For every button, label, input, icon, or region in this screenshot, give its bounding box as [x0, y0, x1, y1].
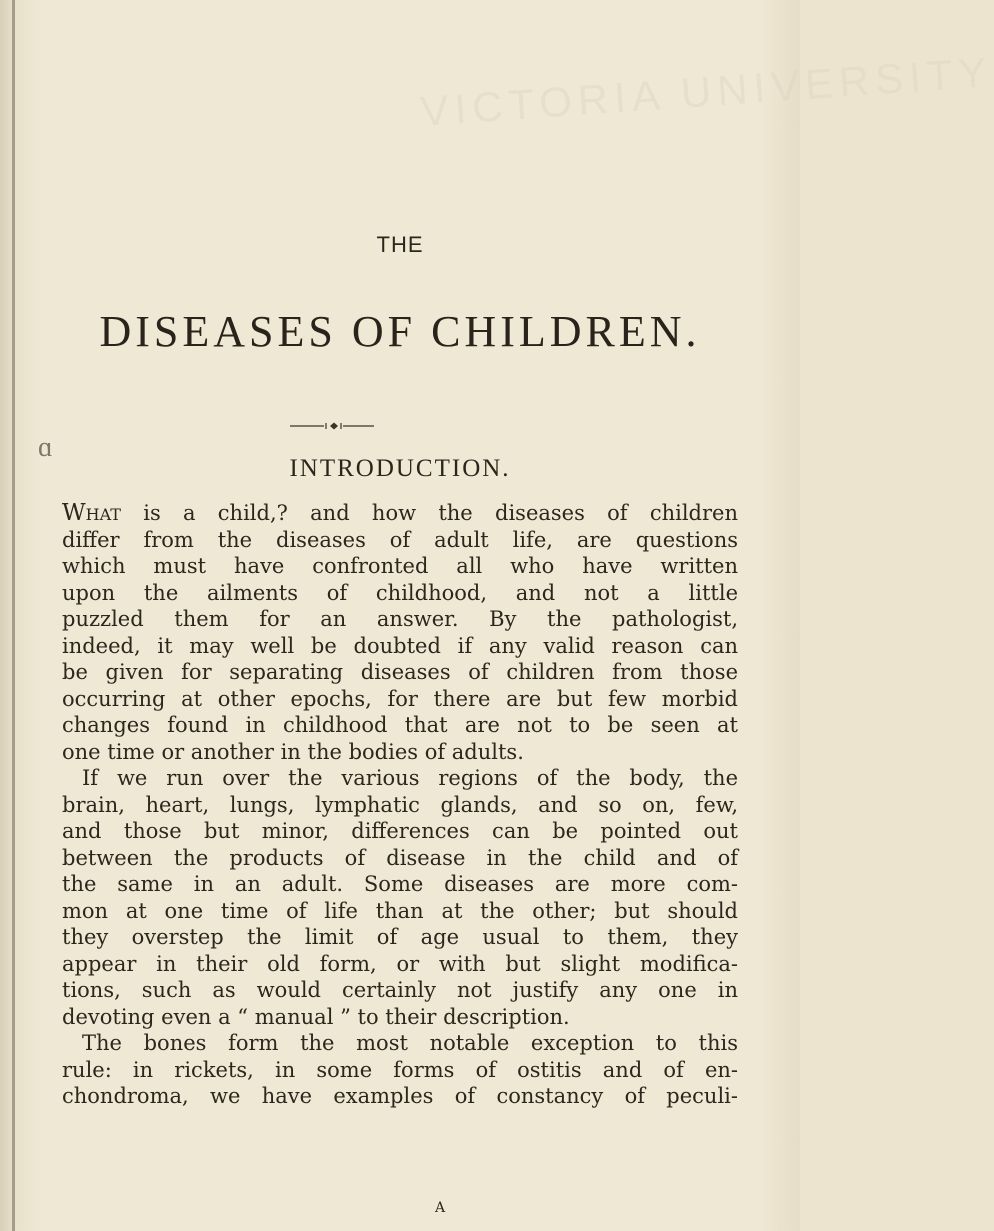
- text-line: one time or another in the bodies of adults.: [62, 739, 524, 764]
- text-line: tions, such as would certainly not justify any one in: [62, 978, 738, 1002]
- first-word-small-caps: What: [62, 500, 121, 526]
- title-prefix: THE: [376, 232, 424, 257]
- text-line: differ from the diseases of adult life, are questions: [62, 527, 738, 552]
- text-line: [62, 500, 738, 527]
- text-line: chondroma, we have examples of constancy of peculi-: [62, 1084, 738, 1108]
- text-line: mon at one time of life than at the other; but should: [62, 898, 738, 923]
- text-line: brain, heart, lungs, lymphatic glands, and so on, few,: [62, 792, 738, 817]
- library-stamp-watermark: VICTORIA UNIVERSITY: [419, 48, 994, 135]
- body-text: [62, 500, 738, 1110]
- text-line: The bones form the most notable exception to this: [82, 1031, 738, 1055]
- binding-edge: [12, 0, 15, 1231]
- text-line-rest: is a child,? and how the diseases of children: [143, 501, 738, 525]
- text-line: indeed, it may well be doubted if any valid reason can: [62, 633, 738, 658]
- margin-pencil-mark: ɑ: [38, 432, 53, 463]
- text-line: between the products of disease in the child and of: [62, 845, 738, 870]
- text-line: puzzled them for an answer. By the pathologist,: [62, 607, 738, 631]
- signature-mark: A: [435, 1200, 446, 1216]
- text-line: the same in an adult. Some diseases are more com-: [62, 872, 738, 896]
- text-line: changes found in childhood that are not to be seen at: [62, 713, 738, 737]
- text-line: If we run over the various regions of the body, the: [82, 766, 738, 790]
- text-line: and those but minor, differences can be pointed out: [62, 819, 738, 843]
- text-line: rule: in rickets, in some forms of ostitis and of en-: [62, 1057, 738, 1082]
- book-title: DISEASES OF CHILDREN.: [99, 307, 701, 356]
- text-line: occurring at other epochs, for there are but few morbid: [62, 686, 738, 711]
- text-line: be given for separating diseases of children from those: [62, 660, 738, 684]
- text-line: appear in their old form, or with but slight modifica-: [62, 951, 738, 976]
- ornament-divider-icon: [290, 420, 374, 432]
- text-line: devoting even a “ manual ” to their description.: [62, 1004, 570, 1029]
- text-line: they overstep the limit of age usual to them, they: [62, 925, 738, 949]
- text-line: which must have confronted all who have written: [62, 554, 738, 578]
- section-heading: INTRODUCTION.: [289, 455, 511, 482]
- text-line: upon the ailments of childhood, and not a little: [62, 580, 738, 605]
